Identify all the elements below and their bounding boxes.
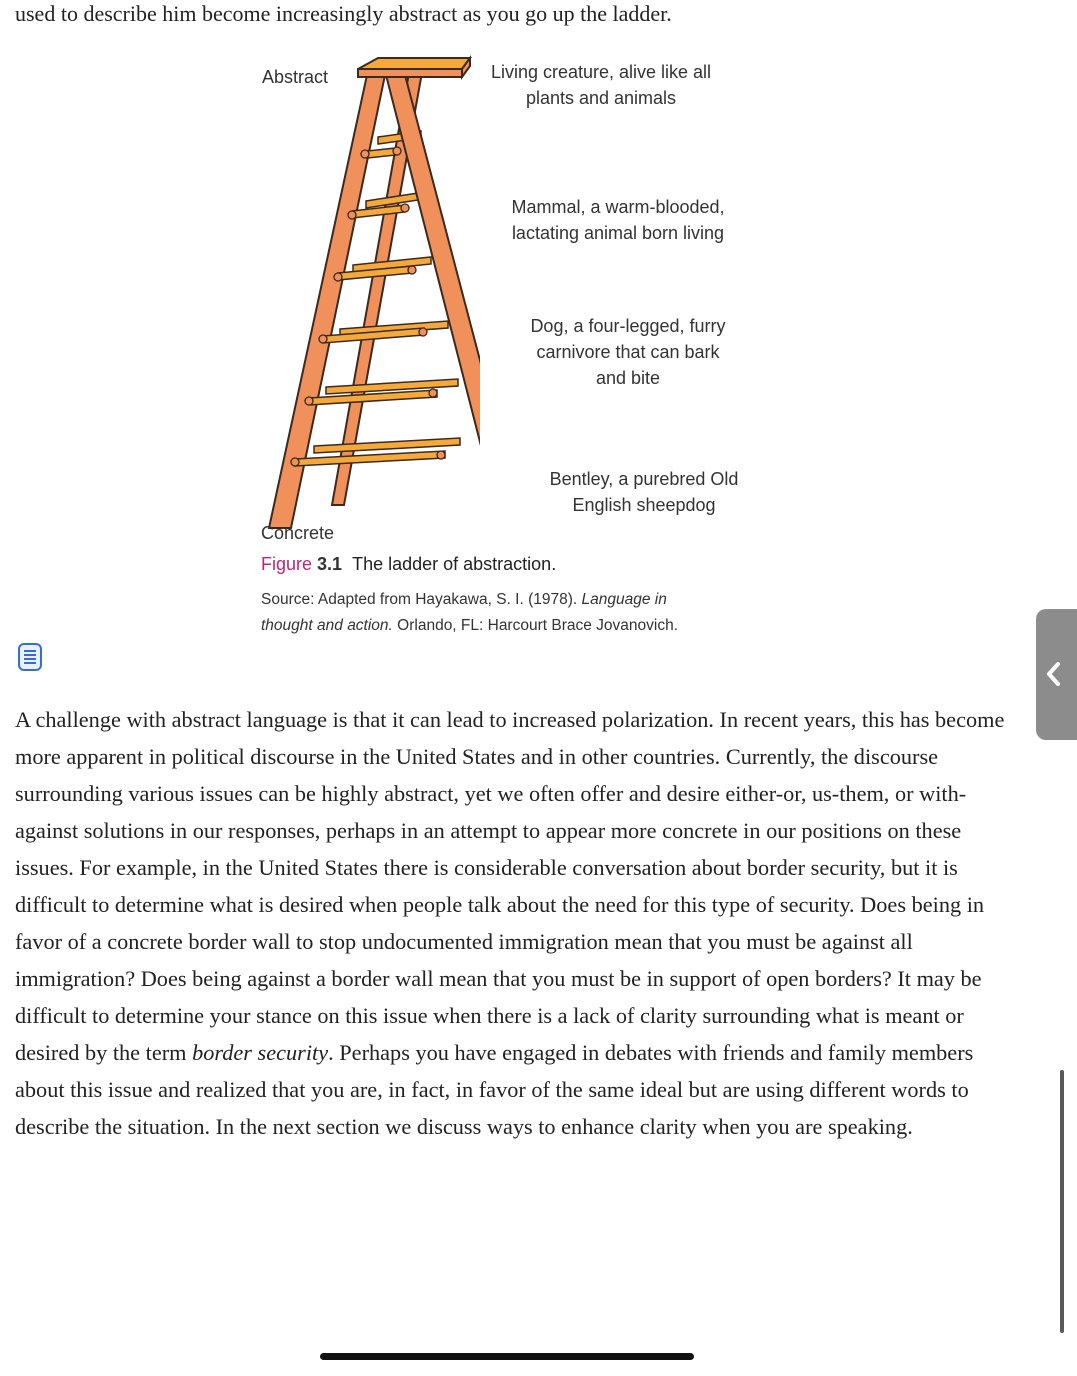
figure-source: Source: Adapted from Hayakawa, S. I. (1978). Language in thought and action. Orlando, FL: Harcourt Brace Jovanovich. (261, 591, 679, 634)
rung-label-bentley: Bentley, a purebred Old English sheepdog (549, 469, 739, 515)
note-lines-icon (22, 648, 38, 666)
abstract-label: Abstract (262, 67, 329, 87)
rung-label-dog: Dog, a four-legged, furry carnivore that can bark and bite (530, 316, 726, 388)
note-icon[interactable] (18, 643, 42, 671)
ladder-illustration (260, 55, 480, 530)
figure-caption (261, 551, 556, 577)
side-panel-tab[interactable] (1036, 609, 1077, 740)
chevron-left-icon (1045, 662, 1063, 686)
emphasis-term: border security (192, 1040, 329, 1065)
figure-label: Figure 3.1 (261, 554, 343, 574)
concrete-label: Concrete (261, 523, 335, 543)
rung-label-mammal: Mammal, a warm-blooded, lactating animal born living (511, 197, 725, 243)
home-indicator[interactable] (320, 1353, 694, 1360)
body-paragraph: A challenge with abstract language is that it can lead to increased polarization. In recent years, this has become more apparent in political discourse in the United States and in other countries. Currently, the discourse surrounding various issues can be highly abstract, yet we often offer and desire either-or, us-them, or with-against solutions in our responses, perhaps in an attempt to appear more concrete in our positions on these issues. For example, in the United States there is considerable conversation about border security, but it is difficult to determine what is desired when people talk about the need for this type of security. Does being in favor of a concrete border wall to stop undocumented immigration mean that you must be against all immigration? Does being against a border wall mean that you must be in support of open borders? It may be difficult to determine your stance on this issue when there is a lack of clarity surrounding what is meant or desired by the term border security. Perhaps you have engaged in debates with friends and family members about this issue and realized that you are, in fact, in favor of the same ideal but are using different words to describe the situation. In the next section we discuss ways to enhance clarity when you are speaking. (15, 707, 1005, 1139)
intro-text: used to describe him become increasingly abstract as you go up the ladder. (15, 1, 672, 26)
caption-text: The ladder of abstraction. (352, 554, 557, 574)
rung-label-living-creature: Living creature, alive like all plants and animals (490, 62, 712, 108)
scrollbar[interactable] (1060, 1070, 1064, 1333)
